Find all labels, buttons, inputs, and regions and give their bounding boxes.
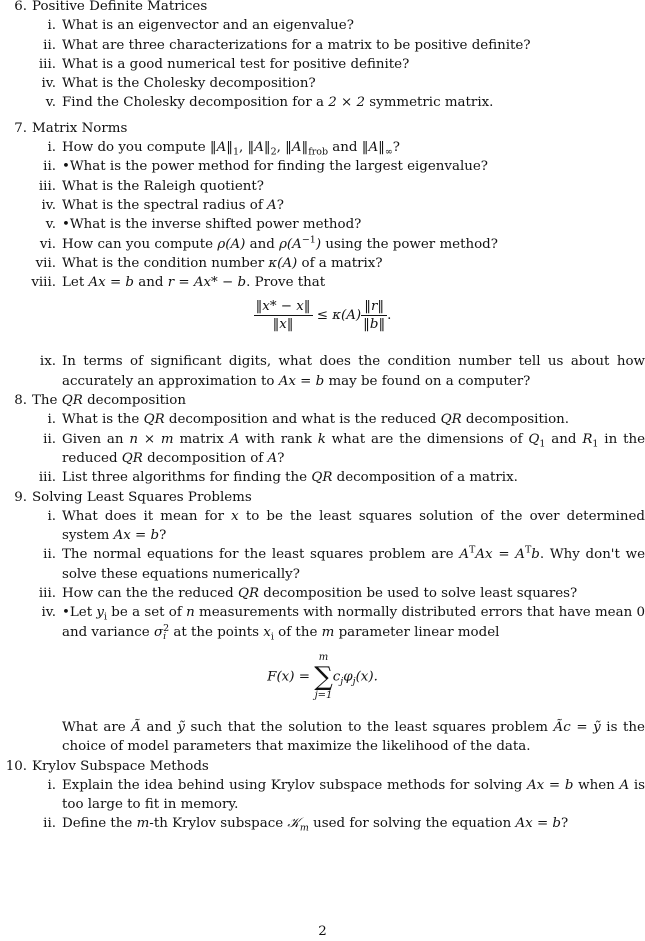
item-number: ix. (39, 354, 56, 370)
list-item (0, 16, 645, 35)
item-number: ii. (43, 159, 56, 175)
item-number: iv. (41, 76, 56, 92)
section-8 (0, 391, 645, 410)
item-number: ii. (43, 431, 56, 447)
section-title: The QR decomposition (32, 393, 186, 409)
list-item (0, 430, 645, 469)
item-text: What are Ã and ỹ such that the solution to the least squares problem Ãc = ỹ is the choice of model parameters that maximize the likelihood of the data. (62, 719, 645, 755)
item-text: Given an n × m matrix A with rank k what are the dimensions of $Q_1$ and $R_1$ in the reduced QR decomposition of A? (62, 431, 645, 466)
page-number: 2 (318, 924, 327, 939)
item-text: How can the the reduced QR decomposition be used to solve least squares? (62, 586, 578, 602)
section-9 (0, 488, 645, 507)
item-text: What is the spectral radius of A? (62, 197, 284, 213)
item-text: •What is the power method for finding the largest eigenvalue? (62, 159, 488, 175)
item-number: viii. (31, 275, 56, 291)
item-text: What is the QR decomposition and what is the reduced QR decomposition. (62, 412, 570, 428)
item-text: What is the Cholesky decomposition? (62, 76, 316, 92)
item-number: v. (45, 217, 56, 233)
section-title: Positive Definite Matrices (32, 0, 208, 14)
section-number: 10. (5, 758, 27, 774)
item-text: Find the Cholesky decomposition for a 2 × 2 symmetric matrix. (62, 95, 494, 111)
item-number: i. (47, 18, 56, 34)
item-text: What is the Raleigh quotient? (62, 178, 264, 194)
item-text: •What is the inverse shifted power method? (62, 217, 362, 233)
item-number: i. (47, 412, 56, 428)
item-text: In terms of significant digits, what does the condition number tell us about how accurately an approximation to Ax = b may be found on a computer? (62, 354, 645, 389)
list-item (0, 776, 645, 815)
item-text: What is a good numerical test for positive definite? (62, 56, 410, 72)
fraction: $\frac{‖r‖}{‖b‖}$ (363, 299, 386, 333)
list-item (0, 36, 645, 55)
item-text: Explain the idea behind using Krylov subspace methods for solving Ax = b when A is too large to fit in memory. (62, 777, 645, 813)
section-7 (0, 119, 645, 138)
item-number: iv. (41, 197, 56, 213)
list-item (0, 468, 645, 487)
item-text: What is an eigenvector and an eigenvalue? (62, 18, 354, 34)
list-item (0, 74, 645, 93)
item-text: List three algorithms for finding the QR decomposition of a matrix. (62, 470, 518, 486)
item-text: What does it mean for x to be the least squares solution of the over determined system Ax = b? (62, 508, 645, 544)
list-item (0, 273, 645, 292)
item-number: ii. (43, 547, 56, 563)
item-text: How can you compute ρ(A) and $\rho(A^{-1})$ using the power method? (62, 234, 498, 252)
list-item (0, 196, 645, 215)
list-item (0, 138, 645, 157)
item-number: ii. (43, 816, 56, 832)
list-item-continuation (0, 718, 645, 757)
list-item (0, 93, 645, 112)
list-item (0, 507, 645, 546)
item-number: iii. (38, 470, 56, 486)
item-text: What is the condition number κ(A) of a matrix? (62, 255, 383, 271)
linear-model-equation: F(x) = m ∑ j=1 $c_j\varphi_j(x)$. (267, 651, 378, 701)
section-number: 8. (14, 393, 27, 409)
item-number: ii. (43, 37, 56, 53)
section-10 (0, 757, 645, 776)
item-number: vii. (35, 255, 56, 271)
section-6 (0, 0, 645, 16)
item-number: iii. (38, 56, 56, 72)
item-number: iii. (38, 586, 56, 602)
list-item (0, 157, 645, 176)
section-title: Solving Least Squares Problems (32, 489, 252, 505)
list-item (0, 584, 645, 603)
item-number: i. (47, 508, 56, 524)
item-number: iii. (38, 178, 56, 194)
item-number: i. (47, 140, 56, 156)
section-number: 7. (14, 120, 27, 136)
fraction: $\frac{‖x* - x‖}{‖x‖}$ (255, 299, 311, 333)
section-title: Krylov Subspace Methods (32, 758, 209, 774)
item-text: Let Ax = b and r = Ax* − b. Prove that (62, 275, 326, 291)
list-item (0, 55, 645, 74)
section-number: 6. (14, 0, 27, 14)
summation-symbol: m ∑ j=1 (314, 651, 333, 701)
item-text: Define the m-th Krylov subspace 𝒦$_m$ used for solving the equation Ax = b? (62, 816, 569, 835)
section-number: 9. (14, 489, 27, 505)
relation: ≤ κ(A) (316, 308, 362, 324)
item-number: v. (45, 95, 56, 111)
condition-number-inequality: $\frac{‖x* - x‖}{‖x‖}$ ≤ κ(A) $\frac{‖r‖}{‖b‖}$ . (255, 299, 392, 333)
item-number: i. (47, 777, 56, 793)
item-text: What are three characterizations for a matrix to be positive definite? (62, 37, 531, 53)
list-item (0, 235, 645, 254)
item-text: The normal equations for the least squares problem are $A^TAx = A^Tb$. Why don't we solve these equations numerically? (62, 544, 645, 582)
list-item (0, 177, 645, 196)
item-number: iv. (41, 605, 56, 621)
list-item (0, 352, 645, 391)
list-item (0, 545, 645, 584)
item-number: vi. (39, 236, 56, 252)
section-title: Matrix Norms (32, 120, 128, 136)
list-item (0, 603, 645, 642)
list-item (0, 410, 645, 429)
list-item (0, 215, 645, 234)
list-item (0, 254, 645, 273)
list-item (0, 814, 645, 833)
item-text: •Let $y_i$ be a set of n measurements with normally distributed errors that have mean 0 and variance σ 2 i at the points $x_i$ of the m parameter linear model (62, 605, 645, 643)
item-text: How do you compute $‖A‖_1$, $‖A‖_2$, $‖A‖_{frob}$ and $‖A‖_\infty$? (62, 140, 400, 158)
